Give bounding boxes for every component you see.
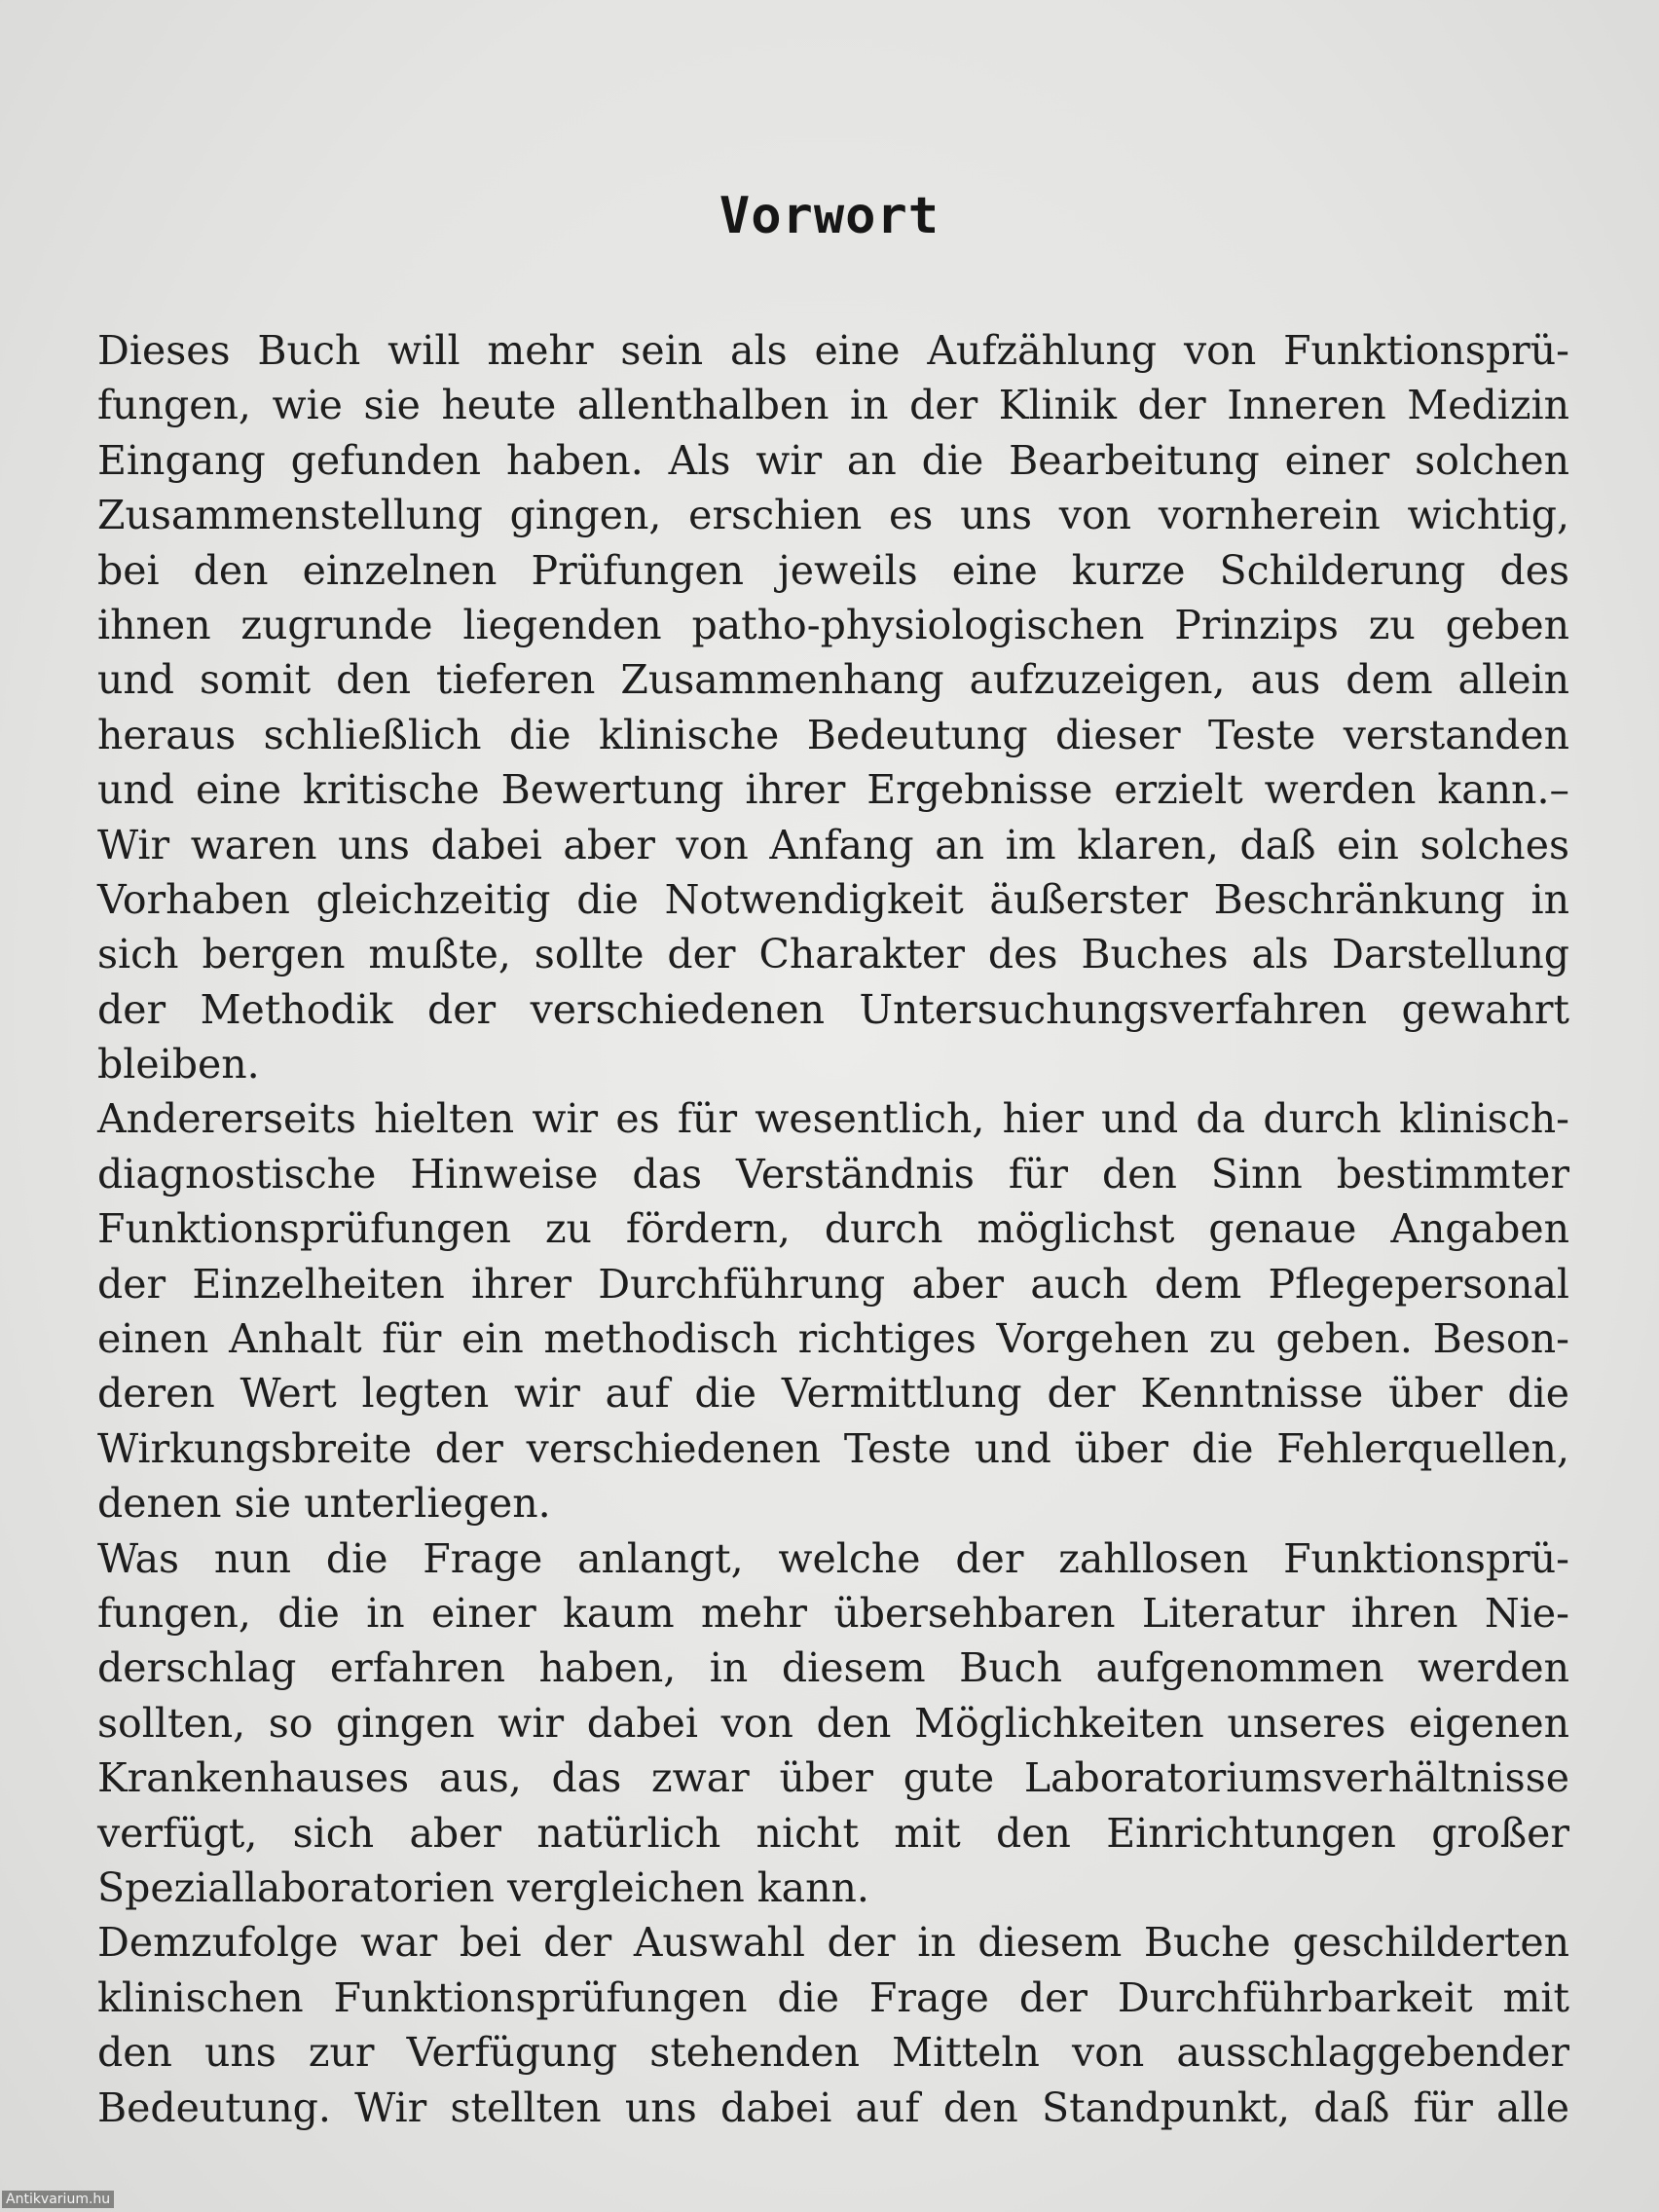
- text-line: bleiben.: [97, 1041, 260, 1088]
- text-line: Wir waren uns dabei aber von Anfang an im klaren, daß ein solches: [97, 821, 1569, 868]
- text-line: heraus schließlich die klinische Bedeutung dieser Teste verstanden: [97, 711, 1569, 758]
- text-line: Vorhaben gleichzeitig die Notwendigkeit äußerster Beschränkung in: [97, 875, 1569, 923]
- text-line: Speziallaboratorien vergleichen kann.: [97, 1863, 869, 1911]
- text-line: diagnostische Hinweise das Verständnis für den Sinn bestimmter: [97, 1150, 1569, 1198]
- text-line: Funktionsprüfungen zu fördern, durch möglichst genaue Angaben: [97, 1205, 1569, 1253]
- text-line: Andererseits hielten wir es für wesentlich, hier und da durch klinisch-: [97, 1095, 1569, 1143]
- text-line: einen Anhalt für ein methodisch richtiges Vorgehen zu geben. Beson-: [97, 1315, 1569, 1363]
- text-line: ihnen zugrunde liegenden patho-physiologischen Prinzips zu geben: [97, 601, 1569, 648]
- text-line: der Methodik der verschiedenen Untersuchungsverfahren gewahrt: [97, 985, 1569, 1033]
- text-line: derschlag erfahren haben, in diesem Buch aufgenommen werden: [97, 1644, 1569, 1692]
- text-line: Zusammenstellung gingen, erschien es uns von vornherein wichtig,: [97, 492, 1569, 539]
- text-line: Demzufolge war bei der Auswahl der in diesem Buche geschilderten: [97, 1919, 1569, 1967]
- text-line: bei den einzelnen Prüfungen jeweils eine kurze Schilderung des: [97, 546, 1569, 594]
- text-line: fungen, die in einer kaum mehr übersehbaren Literatur ihren Nie-: [97, 1589, 1569, 1637]
- text-line: klinischen Funktionsprüfungen die Frage der Durchführbarkeit mit: [97, 1973, 1569, 2021]
- watermark: Antikvarium.hu: [2, 2191, 114, 2208]
- text-line: Bedeutung. Wir stellten uns dabei auf den Standpunkt, daß für alle: [97, 2083, 1569, 2131]
- text-line: der Einzelheiten ihrer Durchführung aber auch dem Pflegepersonal: [97, 1260, 1569, 1308]
- text-line: und somit den tieferen Zusammenhang aufzuzeigen, aus dem allein: [97, 656, 1569, 704]
- text-line: Dieses Buch will mehr sein als eine Aufzählung von Funktionsprü-: [97, 327, 1569, 374]
- text-line: sich bergen mußte, sollte der Charakter des Buches als Darstellung: [97, 931, 1569, 978]
- body-text: [97, 323, 1569, 2135]
- text-line: denen sie unterliegen.: [97, 1480, 551, 1528]
- page-title: Vorwort: [719, 187, 940, 245]
- text-line: Wirkungsbreite der verschiedenen Teste und über die Fehlerquellen,: [97, 1424, 1569, 1472]
- text-line: den uns zur Verfügung stehenden Mitteln von ausschlaggebender: [97, 2029, 1569, 2077]
- text-line: deren Wert legten wir auf die Vermittlung der Kenntnisse über die: [97, 1370, 1569, 1418]
- text-line: fungen, wie sie heute allenthalben in der Klinik der Inneren Medizin: [97, 382, 1569, 429]
- text-line: sollten, so gingen wir dabei von den Möglichkeiten unseres eigenen: [97, 1699, 1569, 1747]
- text-line: verfügt, sich aber natürlich nicht mit den Einrichtungen großer: [97, 1809, 1569, 1857]
- text-line: Eingang gefunden haben. Als wir an die Bearbeitung einer solchen: [97, 436, 1569, 484]
- text-line: Was nun die Frage anlangt, welche der zahllosen Funktionsprü-: [97, 1534, 1569, 1582]
- text-line: und eine kritische Bewertung ihrer Ergebnisse erzielt werden kann.–: [97, 766, 1569, 814]
- text-line: Krankenhauses aus, das zwar über gute Laboratoriumsverhältnisse: [97, 1754, 1569, 1802]
